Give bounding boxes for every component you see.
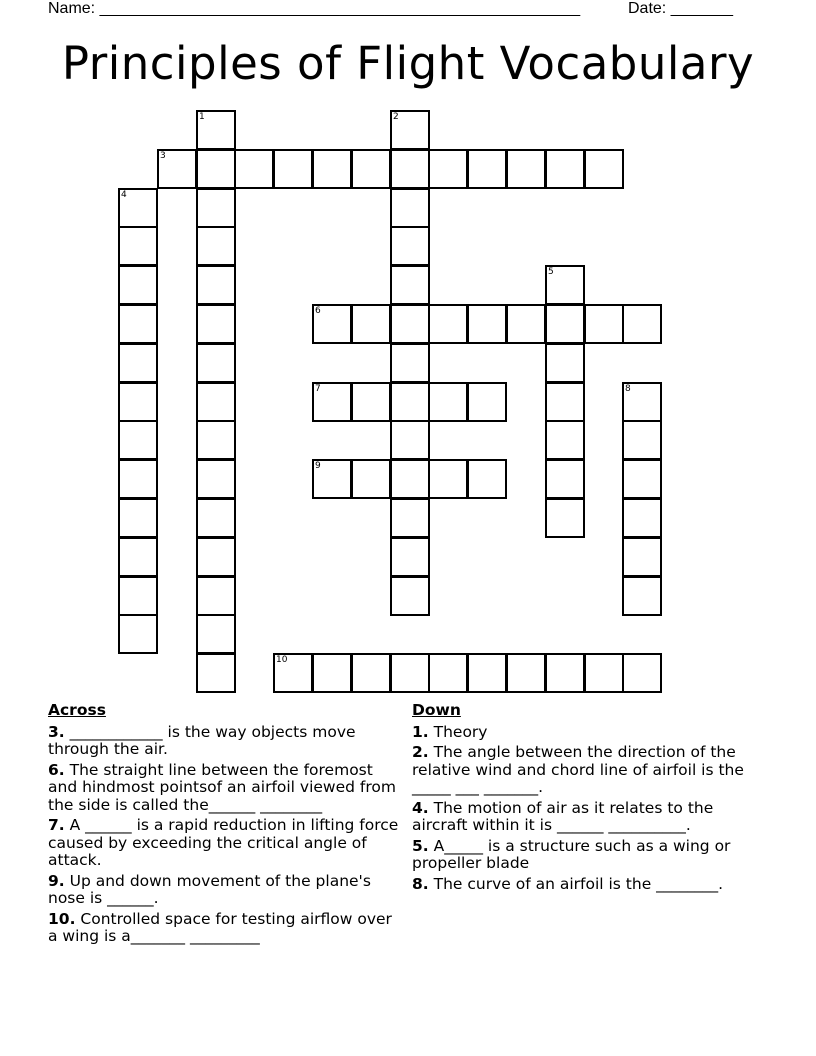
clue-across-9: [48, 873, 404, 908]
clue-text: Up and down movement of the plane's nose is ______.: [48, 871, 371, 907]
clue-text: The curve of an airfoil is the ________.: [428, 874, 724, 893]
grid-cell[interactable]: [622, 498, 662, 538]
grid-cell[interactable]: [351, 304, 391, 344]
grid-cell[interactable]: [428, 149, 468, 189]
grid-cell[interactable]: [545, 498, 585, 538]
grid-cell[interactable]: [196, 420, 236, 460]
grid-cell[interactable]: [390, 343, 430, 383]
grid-cell[interactable]: [118, 226, 158, 266]
grid-cell[interactable]: [622, 459, 662, 499]
grid-cell[interactable]: [428, 382, 468, 422]
grid-cell[interactable]: [584, 653, 624, 693]
grid-cell[interactable]: [118, 188, 158, 228]
grid-cell[interactable]: [584, 304, 624, 344]
grid-cell[interactable]: [506, 653, 546, 693]
grid-cell[interactable]: [622, 653, 662, 693]
grid-cell[interactable]: [390, 420, 430, 460]
grid-cell[interactable]: [622, 420, 662, 460]
grid-cell[interactable]: [622, 576, 662, 616]
grid-cell[interactable]: [118, 537, 158, 577]
clue-across-6: [48, 762, 404, 815]
grid-cell[interactable]: [428, 459, 468, 499]
clue-number: 3.: [48, 722, 65, 741]
grid-cell[interactable]: [118, 304, 158, 344]
grid-cell[interactable]: [390, 576, 430, 616]
grid-cell[interactable]: [545, 653, 585, 693]
grid-cell[interactable]: [351, 653, 391, 693]
grid-cell[interactable]: [273, 149, 313, 189]
clue-down-1: [412, 724, 768, 742]
grid-cell[interactable]: [467, 382, 507, 422]
clue-across-3: [48, 724, 404, 759]
cell-number: 2: [393, 112, 399, 122]
grid-cell[interactable]: [584, 149, 624, 189]
grid-cell[interactable]: [545, 459, 585, 499]
grid-cell[interactable]: [234, 149, 274, 189]
clue-number: 4.: [412, 798, 429, 817]
grid-cell[interactable]: [196, 382, 236, 422]
clue-number: 10.: [48, 909, 76, 928]
grid-cell[interactable]: [312, 459, 352, 499]
clue-text: Theory: [428, 722, 488, 741]
grid-cell[interactable]: [545, 265, 585, 305]
clue-across-10: [48, 911, 404, 946]
clue-number: 8.: [412, 874, 429, 893]
grid-cell[interactable]: [118, 498, 158, 538]
down-heading: Down: [412, 701, 461, 719]
cell-number: 1: [199, 112, 205, 122]
grid-cell[interactable]: [545, 304, 585, 344]
clue-down-8: [412, 876, 768, 894]
grid-cell[interactable]: [196, 149, 236, 189]
grid-cell[interactable]: [351, 149, 391, 189]
grid-cell[interactable]: [196, 188, 236, 228]
grid-cell[interactable]: [390, 110, 430, 150]
grid-cell[interactable]: [118, 420, 158, 460]
grid-cell[interactable]: [196, 343, 236, 383]
grid-cell[interactable]: [622, 382, 662, 422]
cell-number: 10: [276, 655, 288, 665]
grid-cell[interactable]: [196, 498, 236, 538]
grid-cell[interactable]: [196, 576, 236, 616]
grid-cell[interactable]: [390, 459, 430, 499]
grid-cell[interactable]: [196, 110, 236, 150]
grid-cell[interactable]: [157, 149, 197, 189]
clue-down-2: [412, 744, 768, 797]
grid-cell[interactable]: [506, 149, 546, 189]
grid-cell[interactable]: [196, 226, 236, 266]
grid-cell[interactable]: [390, 382, 430, 422]
grid-cell[interactable]: [545, 382, 585, 422]
grid-cell[interactable]: [312, 382, 352, 422]
grid-cell[interactable]: [390, 188, 430, 228]
grid-cell[interactable]: [390, 498, 430, 538]
cell-number: 5: [548, 267, 554, 277]
clue-text: ____________ is the way objects move through the air.: [48, 722, 356, 758]
clue-number: 5.: [412, 836, 429, 855]
grid-cell[interactable]: [390, 149, 430, 189]
clue-across-7: [48, 817, 404, 870]
grid-cell[interactable]: [118, 614, 158, 654]
page-title: Principles of Flight Vocabulary: [61, 37, 755, 90]
grid-cell[interactable]: [351, 459, 391, 499]
clue-text: The motion of air as it relates to the aircraft within it is ______ __________.: [412, 798, 714, 834]
grid-cell[interactable]: [312, 653, 352, 693]
clue-number: 7.: [48, 816, 65, 834]
grid-cell[interactable]: [312, 149, 352, 189]
grid-cell[interactable]: [273, 653, 313, 693]
grid-cell[interactable]: [118, 265, 158, 305]
clue-text: Controlled space for testing airflow over a wing is a_______ _________: [48, 909, 392, 945]
clue-down-5: [412, 838, 768, 873]
grid-cell[interactable]: [351, 382, 391, 422]
date-field-label[interactable]: Date: _______: [628, 0, 733, 17]
grid-cell[interactable]: [428, 653, 468, 693]
name-field-label[interactable]: Name: ______________________________________________________: [48, 0, 581, 17]
grid-cell[interactable]: [467, 149, 507, 189]
down-clues: [412, 702, 768, 896]
grid-cell[interactable]: [390, 653, 430, 693]
clue-number: 2.: [412, 743, 429, 761]
across-heading: Across: [48, 701, 106, 719]
clue-text: The straight line between the foremost and hindmost pointsof an airfoil viewed from the side is called the______ ________: [48, 760, 396, 814]
grid-cell[interactable]: [118, 459, 158, 499]
grid-cell[interactable]: [390, 265, 430, 305]
grid-cell[interactable]: [390, 304, 430, 344]
grid-cell[interactable]: [196, 614, 236, 654]
grid-cell[interactable]: [467, 653, 507, 693]
grid-cell[interactable]: [196, 265, 236, 305]
grid-cell[interactable]: [196, 653, 236, 693]
grid-cell[interactable]: [506, 304, 546, 344]
clue-text: A_____ is a structure such as a wing or propeller blade: [412, 836, 731, 872]
grid-cell[interactable]: [196, 459, 236, 499]
clue-down-4: [412, 800, 768, 835]
grid-cell[interactable]: [622, 304, 662, 344]
grid-cell[interactable]: [196, 537, 236, 577]
cell-number: 3: [160, 151, 166, 161]
grid-cell[interactable]: [118, 382, 158, 422]
grid-cell[interactable]: [428, 304, 468, 344]
clue-text: A ______ is a rapid reduction in lifting force caused by exceeding the critical angle of attack.: [48, 816, 399, 869]
cell-number: 6: [315, 306, 321, 316]
cell-number: 9: [315, 461, 321, 471]
grid-cell[interactable]: [545, 420, 585, 460]
grid-cell[interactable]: [545, 343, 585, 383]
clue-number: 6.: [48, 760, 65, 779]
grid-cell[interactable]: [390, 226, 430, 266]
grid-cell[interactable]: [622, 537, 662, 577]
grid-cell[interactable]: [118, 576, 158, 616]
across-clues: [48, 702, 404, 949]
cell-number: 8: [625, 384, 631, 394]
grid-cell[interactable]: [390, 537, 430, 577]
grid-cell[interactable]: [118, 343, 158, 383]
clue-number: 1.: [412, 722, 429, 741]
cell-number: 7: [315, 384, 321, 394]
cell-number: 4: [121, 190, 127, 200]
grid-cell[interactable]: [312, 304, 352, 344]
grid-cell[interactable]: [196, 304, 236, 344]
clue-text: The angle between the direction of the relative wind and chord line of airfoil is the _____ ___ _______.: [412, 743, 744, 796]
grid-cell[interactable]: [467, 304, 507, 344]
grid-cell[interactable]: [467, 459, 507, 499]
grid-cell[interactable]: [545, 149, 585, 189]
clue-number: 9.: [48, 871, 65, 890]
